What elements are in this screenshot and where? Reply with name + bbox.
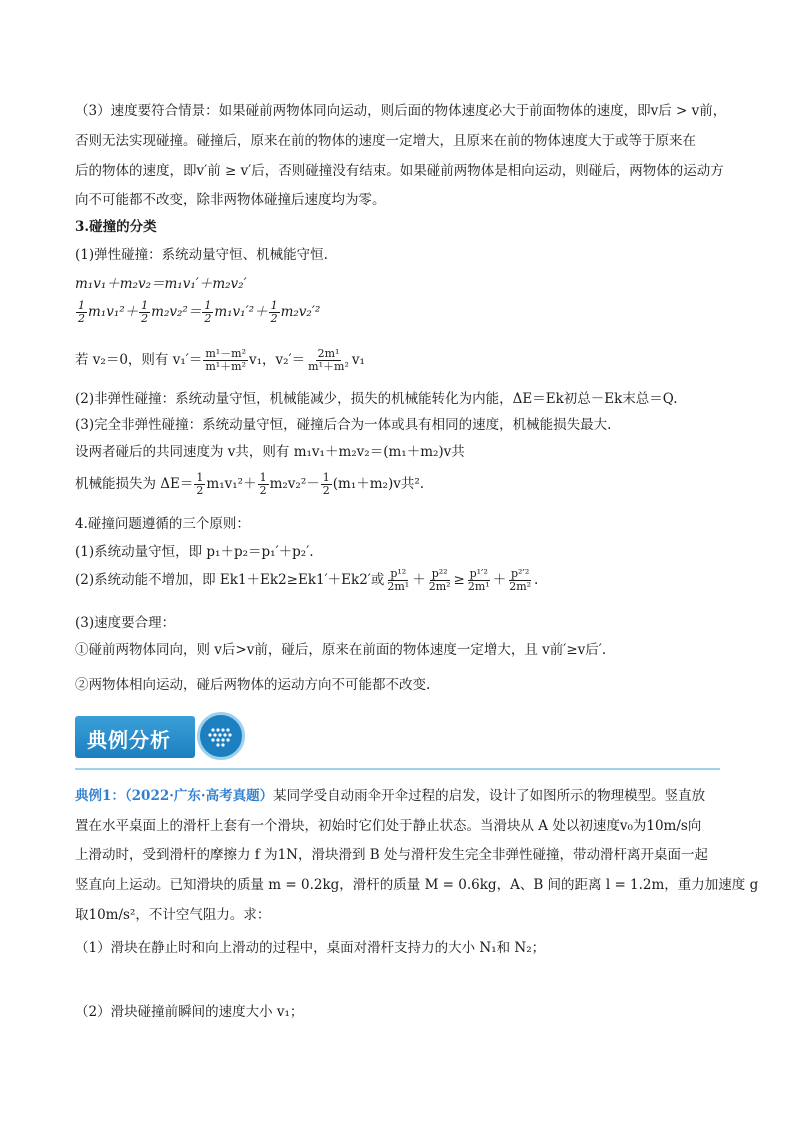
section-heading-4: 4.碰撞问题遵循的三个原则： — [75, 516, 250, 532]
example-line-1: 典例1：（2022·广东·高考真题）某同学受自动雨伞开伞过程的启发，设计了如图所示的物理模型。竖直放 — [75, 788, 706, 804]
question-1: （1）滑块在静止时和向上滑动的过程中，桌面对滑杆支持力的大小 N₁和 N₂； — [75, 940, 546, 956]
section-heading-3: 3.碰撞的分类 — [75, 219, 157, 235]
principle-3-item-2: ②两物体相向运动，碰后两物体的运动方向不可能都不改变. — [75, 677, 431, 693]
example-line-4: 竖直向上运动。已知滑块的质量 m = 0.2kg，滑杆的质量 M = 0.6kg，A、B 间的距离 l = 1.2m，重力加速度 g — [75, 877, 759, 893]
para-line-1: （3）速度要符合情景：如果碰前两物体同向运动，则后面的物体速度必大于前面物体的速度，即v后 > v前， — [75, 103, 727, 119]
example-label: 典例1： — [75, 788, 125, 804]
para-line-3: 后的物体的速度，即v′前 ≥ v′后，否则碰撞没有结束。如果碰前两物体是相向运动，则碰后，两物体的运动方 — [75, 163, 724, 179]
principle-1: (1)系统动量守恒，即 p₁＋p₂＝p₁′＋p₂′. — [75, 544, 314, 560]
grid-icon — [197, 712, 245, 760]
banner-box — [75, 716, 195, 758]
example-line-5: 取10m/s²，不计空气阻力。求： — [75, 907, 271, 923]
example-line-3: 上滑动时，受到滑杆的摩擦力 f 为1N，滑块滑到 B 处与滑杆发生完全非弹性碰撞，带动滑杆离开桌面一起 — [75, 847, 708, 863]
example-source: （2022·广东·高考真题） — [124, 788, 274, 804]
para-line-2: 否则无法实现碰撞。碰撞后，原来在前的物体的速度一定增大，且原来在前的物体速度大于或等于原来在 — [75, 133, 696, 149]
banner-title: 典例分析 — [87, 728, 171, 752]
momentum-equation: m₁v₁＋m₂v₂＝m₁v₁′＋m₂v₂′ — [75, 276, 247, 292]
principle-3-item-1: ①碰前两物体同向，则 v后>v前，碰后，原来在前面的物体速度一定增大，且 v前′≥v后′. — [75, 642, 607, 658]
velocity-result-equation: 若 v₂＝0，则有 v₁′＝ $\frac{\text{m¹－m²}}{\text{m¹＋m²}}$ v₁，v₂′＝ $\frac{\text{2m¹}}{\text{m¹＋m²}}$ v₁ — [75, 347, 365, 373]
principle-3: (3)速度要合理： — [75, 615, 176, 631]
elastic-collision-line: (1)弹性碰撞：系统动量守恒、机械能守恒. — [75, 247, 328, 263]
energy-equation: $\frac{1}{2}$ m₁v₁²＋ $\frac{1}{2}$ m₂v₂²＝ $\frac{1}{2}$ m₁v₁′²＋ $\frac{1}{2}$ m₂v₂′² — [78, 299, 321, 325]
energy-loss-line: 机械能损失为 ΔE＝ $\frac{1}{2}$ m₁v₁²＋ $\frac{1}{2}$ m₂v₂²－ $\frac{1}{2}$ (m₁＋m₂)v共². — [75, 471, 425, 497]
para-line-4: 向不可能都不改变，除非两物体碰撞后速度均为零。 — [75, 192, 386, 208]
banner-divider — [75, 768, 720, 770]
example-banner — [75, 712, 245, 766]
perfectly-inelastic-line: (3)完全非弹性碰撞：系统动量守恒，碰撞后合为一体或具有相同的速度，机械能损失最大. — [75, 417, 612, 433]
example-line-2: 置在水平桌面上的滑杆上套有一个滑块，初始时它们处于静止状态。当滑块从 A 处以初速度v₀为10m/s向 — [75, 818, 702, 834]
question-2: （2）滑块碰撞前瞬间的速度大小 v₁； — [75, 1004, 304, 1020]
common-velocity-line: 设两者碰后的共同速度为 v共，则有 m₁v₁＋m₂v₂＝(m₁＋m₂)v共 — [75, 444, 465, 460]
inelastic-collision-line: (2)非弹性碰撞：系统动量守恒，机械能减少，损失的机械能转化为内能，ΔE＝Ek初总－Ek末总＝Q. — [75, 391, 678, 407]
principle-2: (2)系统动能不增加，即 Ek1＋Ek2≥Ek1′＋Ek2′或 $\frac{\text{p¹²}}{\text{2m¹}}$ ＋ $\frac{\text{p²²}}{\text{2m²}}$ ≥ $\frac{\text{p¹′²}}{\text{2m¹}}$ ＋ $\frac{\text{p²′²}}{\text{2m²}}$ . — [75, 567, 539, 593]
